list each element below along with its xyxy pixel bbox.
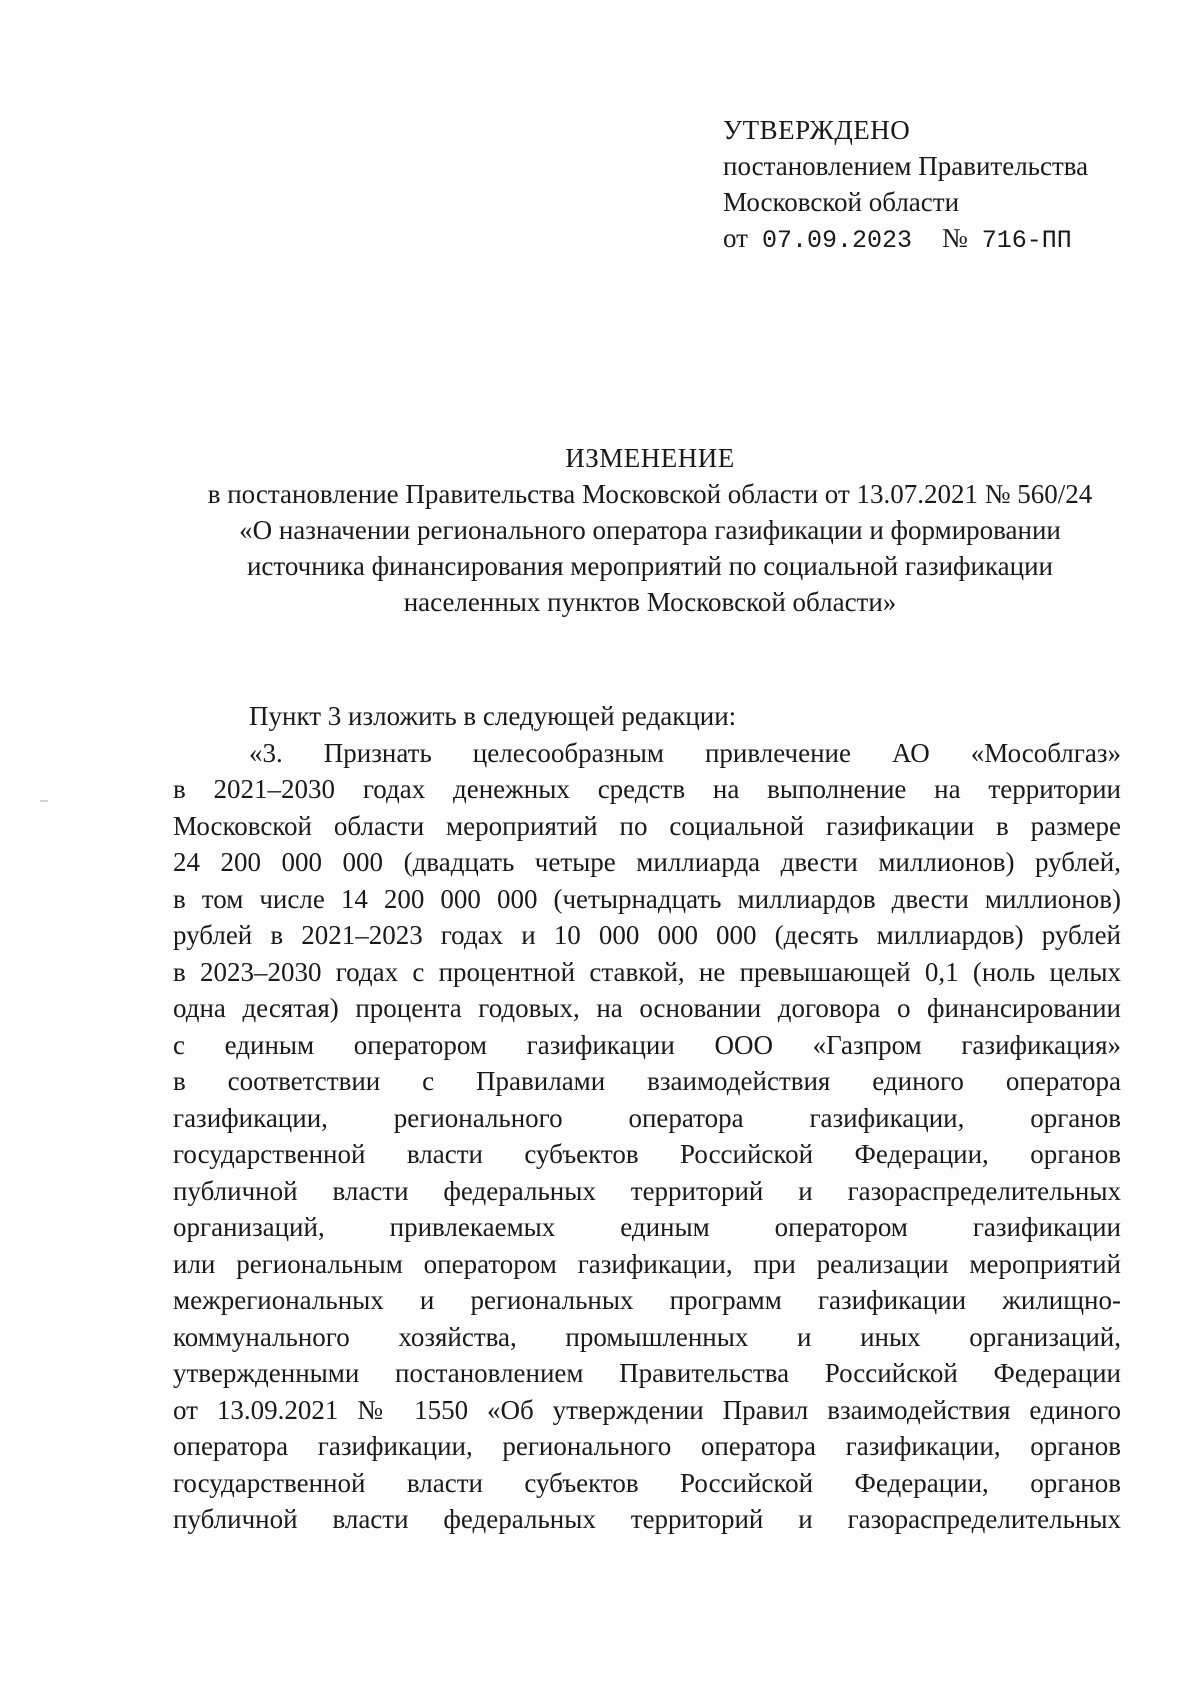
body-line: с единым оператором газификации ООО «Газпром газификация» xyxy=(173,1029,1121,1060)
body-line: оператора газификации, регионального оператора газификации, органов xyxy=(173,1431,1121,1461)
heading-line-4: населенных пунктов Московской области» xyxy=(403,587,897,617)
body-line: публичной власти федеральных территорий и газораспределительных xyxy=(173,1504,1121,1534)
body-line: или региональным оператором газификации, при реализации мероприятий xyxy=(173,1248,1121,1279)
heading-title: ИЗМЕНЕНИЕ xyxy=(565,443,735,473)
body-line: «3. Признать целесообразным привлечение АО «Мособлгаз» xyxy=(249,737,1121,768)
body-line: рублей в 2021–2023 годах и 10 000 000 000 (десять миллиардов) рублей xyxy=(173,920,1121,950)
approval-number-sign: № xyxy=(941,223,968,253)
body-line: 24 200 000 000 (двадцать четыре миллиарда двести миллионов) рублей, xyxy=(173,847,1121,877)
body-line: от 13.09.2021 № 1550 «Об утверждении Правил взаимодействия единого xyxy=(173,1394,1121,1425)
scan-speck xyxy=(40,800,48,802)
body-line: в соответствии с Правилами взаимодействия единого оператора xyxy=(173,1066,1121,1096)
body-line: в 2021–2030 годах денежных средств на выполнение на территории xyxy=(173,774,1121,804)
body-line: в 2023–2030 годах с процентной ставкой, не превышающей 0,1 (ноль целых xyxy=(173,956,1121,987)
approval-date-line xyxy=(723,220,1163,259)
body-line: Московской области мероприятий по социальной газификации в размере xyxy=(173,810,1121,841)
body-line: коммунального хозяйства, промышленных и иных организаций, xyxy=(173,1321,1121,1352)
body-intro: Пункт 3 изложить в следующей редакции: xyxy=(249,701,737,731)
approval-line-1: постановлением Правительства xyxy=(723,151,1089,181)
approval-date-prefix: от xyxy=(723,223,748,253)
body-line: государственной власти субъектов Российской Федерации, органов xyxy=(173,1139,1121,1169)
document-body xyxy=(173,698,1121,1538)
approval-title: УТВЕРЖДЕНО xyxy=(723,115,911,145)
body-line: утвержденными постановлением Правительства Российской Федерации xyxy=(173,1358,1121,1388)
approval-stamp-block xyxy=(723,112,1163,259)
body-line: публичной власти федеральных территорий и газораспределительных xyxy=(173,1175,1121,1206)
body-line: государственной власти субъектов Российской Федерации, органов xyxy=(173,1467,1121,1498)
body-line: в том числе 14 200 000 000 (четырнадцать миллиардов двести миллионов) xyxy=(173,883,1121,914)
body-line: организаций, привлекаемых единым оператором газификации xyxy=(173,1212,1121,1242)
body-paragraph xyxy=(173,735,1121,1538)
heading-line-3: источника финансирования мероприятий по социальной газификации xyxy=(246,551,1054,581)
approval-number: 716-ПП xyxy=(981,226,1072,255)
body-line: газификации, регионального оператора газификации, органов xyxy=(173,1102,1121,1133)
body-line: межрегиональных и региональных программ газификации жилищно- xyxy=(173,1285,1121,1315)
body-line: одна десятая) процента годовых, на основании договора о финансировании xyxy=(173,993,1121,1023)
heading-line-1: в постановление Правительства Московской области от 13.07.2021 № 560/24 xyxy=(207,479,1093,509)
approval-line-2: Московской области xyxy=(723,187,960,217)
heading-line-2: «О назначении регионального оператора газификации и формировании xyxy=(239,515,1061,545)
document-heading xyxy=(160,440,1140,620)
approval-date: 07.09.2023 xyxy=(761,226,912,255)
